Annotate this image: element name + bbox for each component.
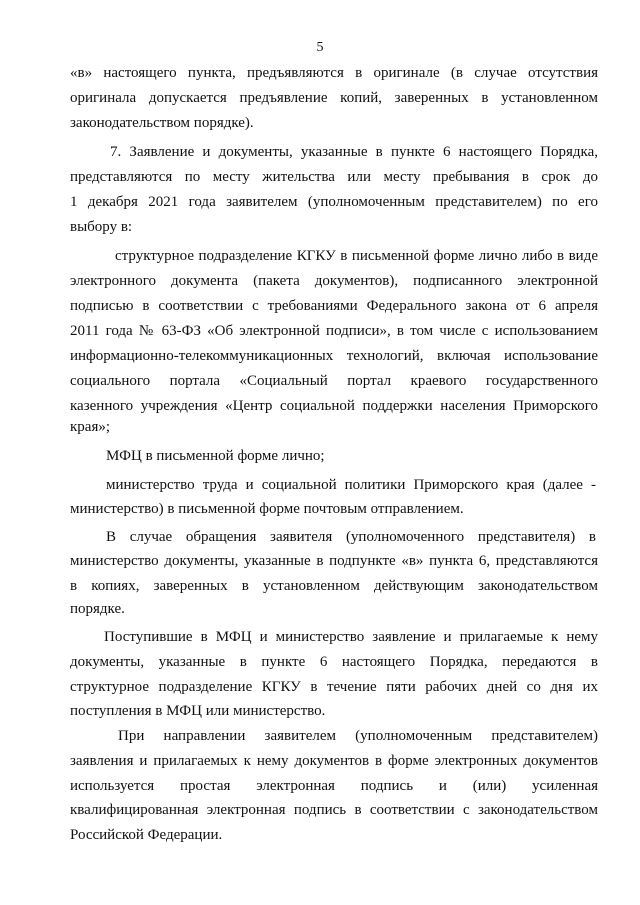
- text-line: Поступившие в МФЦ и министерство заявление и прилагаемые к нему: [104, 629, 598, 645]
- text-line: министерство труда и социальной политики Приморского края (далее -: [106, 477, 596, 493]
- text-line: При направлении заявителем (уполномоченным представителем): [118, 728, 598, 744]
- text-line: электронного документа (пакета документов), подписанного электронной: [70, 273, 598, 289]
- text-line: 2011 года № 63-ФЗ «Об электронной подписи», в том числе с использованием: [70, 323, 598, 339]
- text-line: края»;: [70, 419, 111, 435]
- text-line: министерство) в письменной форме почтовым отправлением.: [70, 501, 464, 517]
- text-line: 7. Заявление и документы, указанные в пункте 6 настоящего Порядка,: [110, 144, 598, 160]
- text-line: представляются по месту жительства или месту пребывания в срок до: [70, 169, 598, 185]
- text-line: социального портала «Социальный портал краевого государственного: [70, 373, 598, 389]
- page-number: 5: [316, 40, 324, 55]
- text-line: информационно-телекоммуникационных технологий, включая использование: [70, 348, 598, 364]
- text-line: в копиях, заверенных в установленном действующим законодательством: [70, 578, 598, 594]
- text-line: порядке.: [70, 601, 125, 617]
- text-line: структурное подразделение КГКУ в течение пяти рабочих дней со дня их: [70, 679, 598, 695]
- text-line: структурное подразделение КГКУ в письменной форме лично либо в виде: [115, 248, 598, 264]
- text-line: казенного учреждения «Центр социальной поддержки населения Приморского: [70, 398, 598, 414]
- text-line: законодательством порядке).: [70, 115, 254, 131]
- text-line: МФЦ в письменной форме лично;: [106, 448, 325, 464]
- text-line: оригинала допускается предъявление копий, заверенных в установленном: [70, 90, 598, 106]
- text-line: выбору в:: [70, 219, 133, 235]
- text-line: поступления в МФЦ или министерство.: [70, 703, 326, 719]
- text-line: Российской Федерации.: [70, 827, 223, 843]
- text-line: заявления и прилагаемых к нему документов в форме электронных документов: [70, 753, 598, 769]
- text-line: документы, указанные в пункте 6 настоящего Порядка, передаются в: [70, 654, 598, 670]
- text-line: используется простая электронная подпись и (или) усиленная: [70, 778, 598, 794]
- text-line: министерство документы, указанные в подпункте «в» пункта 6, представляются: [70, 553, 598, 569]
- text-line: квалифицированная электронная подпись в соответствии с законодательством: [70, 802, 598, 818]
- text-line: «в» настоящего пункта, предъявляются в оригинале (в случае отсутствия: [70, 65, 598, 81]
- text-line: В случае обращения заявителя (уполномоченного представителя) в: [106, 529, 596, 545]
- text-line: 1 декабря 2021 года заявителем (уполномоченным представителем) по его: [70, 194, 598, 210]
- text-line: подписью в соответствии с требованиями Федерального закона от 6 апреля: [70, 298, 598, 314]
